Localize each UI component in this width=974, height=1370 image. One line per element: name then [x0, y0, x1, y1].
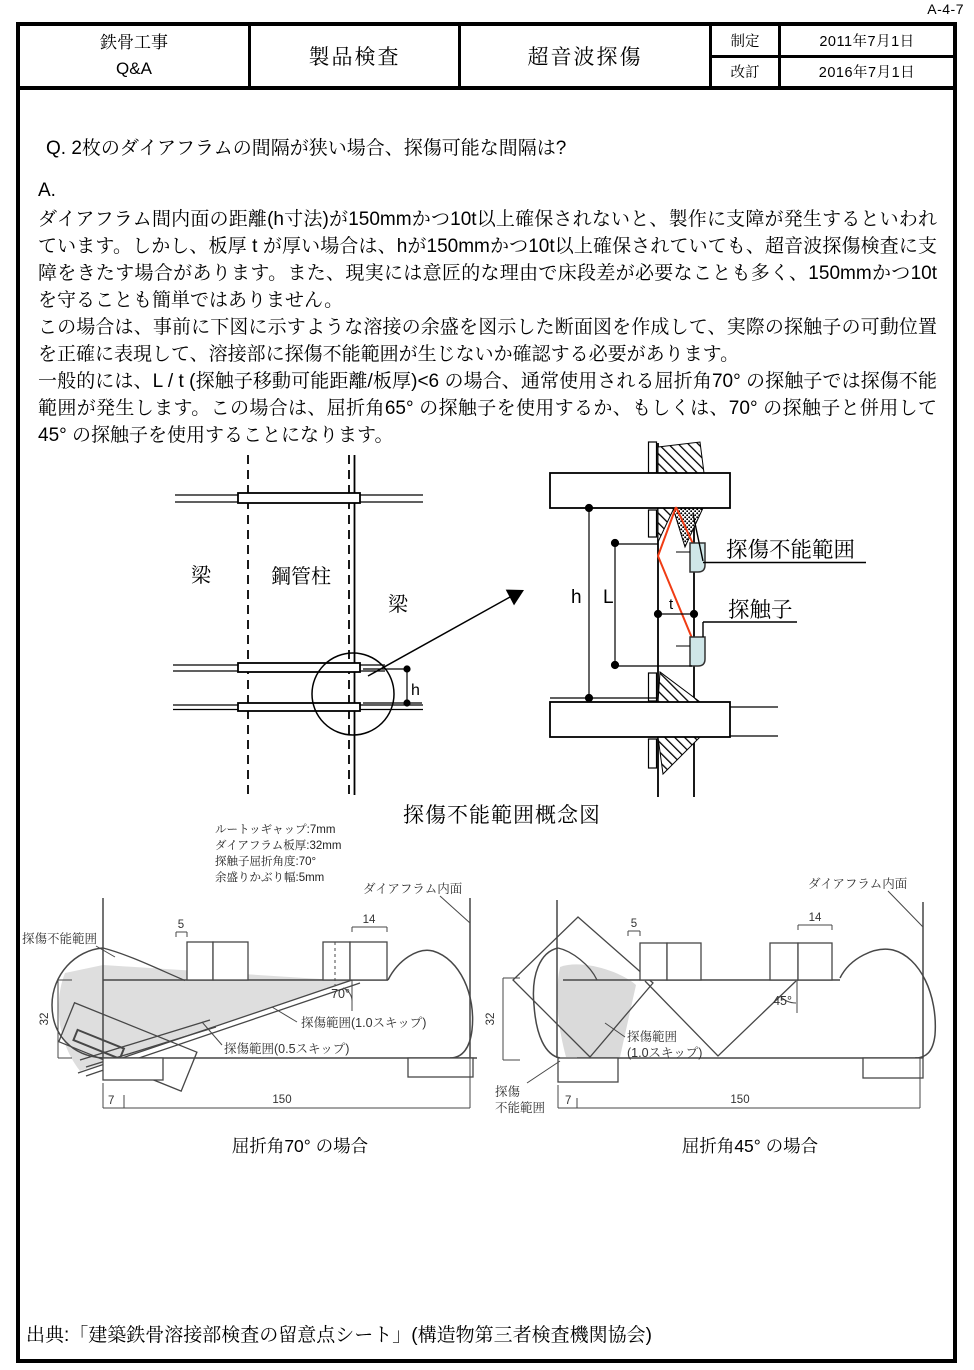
- weld-bead-right-45: [840, 949, 935, 1058]
- concept-figure-caption: 探傷不能範囲概念図: [403, 804, 601, 827]
- untestable-label-70: 探傷不能範囲: [22, 932, 98, 946]
- caption-70deg: 屈折角70° の場合: [231, 1136, 369, 1156]
- inner-face-label-70: ダイアフラム内面: [363, 882, 463, 896]
- dim150-label-45: 150: [730, 1094, 750, 1106]
- weld-section-figure: [550, 442, 866, 797]
- h-small-label: h: [411, 682, 420, 699]
- weld-bead-left-45: [533, 948, 560, 1058]
- beam-lines: [173, 495, 423, 710]
- untestable-zone-label: 探傷不能範囲: [726, 538, 856, 562]
- diagram-70deg: [52, 896, 477, 1108]
- revised-label: 改訂: [712, 58, 781, 87]
- concept-figure: [20, 440, 954, 802]
- beam-left-label: 梁: [191, 565, 211, 587]
- dim14-label-45: 14: [808, 912, 822, 924]
- note-root-gap: ルートッギャップ:7mm: [215, 824, 336, 836]
- question-text: Q. 2枚のダイアフラムの間隔が狭い場合、探傷可能な間隔は?: [46, 138, 567, 159]
- backing-bars-45: [558, 1058, 923, 1082]
- established-date: 2011年7月1日: [819, 33, 915, 50]
- skip10-label-line1-45: 探傷範囲: [627, 1030, 678, 1044]
- scan-diagrams: [20, 855, 954, 1127]
- weld-bead-right-70: [388, 950, 473, 1058]
- probe-ticks: [676, 552, 690, 646]
- revised-row: [712, 55, 953, 87]
- L-dimension: [612, 540, 693, 669]
- note-plate-thickness: ダイアフラム板厚:32mm: [215, 840, 342, 852]
- dim32-label-45: 32: [485, 1012, 497, 1026]
- flange-extension-lines: [730, 707, 778, 736]
- answer-paragraph-2: この場合は、事前に下図に示すような溶接の余盛を図示した断面図を作成して、実際の探触子の可動位置を正確に表現して、溶接部に探傷不能範囲が生じないか確認する必要があります。: [38, 317, 937, 365]
- header-title-line1: 鉄骨工事: [100, 32, 168, 52]
- skip05-label-70: 探傷範囲(0.5スキップ): [224, 1042, 350, 1056]
- dim-5-70: [176, 932, 187, 937]
- dim32-label-70: 32: [39, 1012, 51, 1026]
- untestable-label-line1-45: 探傷: [495, 1085, 521, 1099]
- answer-paragraph-1: ダイアフラム間内面の距離(h寸法)が150mmかつ10t以上確保されないと、製作に支障が発生するといわれています。しかし、板厚 t が厚い場合は、hが150mmかつ10t以上確保されていても、超音波探傷検査に支障をきたす場合があります。また、現実には意匠的な理由で床段差が必要なことも多く、150mmかつ10tを守ることも簡単ではありません。: [38, 209, 937, 311]
- skip10-label-70: 探傷範囲(1.0スキップ): [301, 1016, 427, 1030]
- dim7-label-70: 7: [108, 1095, 115, 1107]
- L-dim-label: L: [603, 587, 614, 608]
- angle-label-45: 45°: [773, 994, 792, 1008]
- probes: [690, 543, 705, 666]
- v-beam-path-45: [645, 981, 796, 1056]
- dim-32-45: [503, 978, 520, 1060]
- inner-face-label-45: ダイアフラム内面: [808, 877, 908, 891]
- dim5-label-70: 5: [177, 919, 185, 931]
- revised-date: 2016年7月1日: [818, 65, 916, 82]
- column-elevation-figure: [173, 455, 524, 795]
- answer-paragraph-3: 一般的には、L / t (探触子移動可能距離/板厚)<6 の場合、通常使用される屈折角70° の探触子では探傷不能範囲が発生します。この場合は、屈折角65° の探触子を使用するか、もしくは、70° の探触子と併用して 45° の探触子を使用することになります。: [38, 371, 937, 446]
- column-label: 鋼管柱: [271, 566, 331, 588]
- header-title-cell: [20, 26, 251, 86]
- established-row: [712, 26, 953, 55]
- doc-number: A-4-7: [927, 1, 964, 17]
- dim-5-45: [628, 931, 640, 936]
- inner-face-leader-45: [888, 891, 923, 927]
- beam-right-label: 梁: [388, 594, 408, 616]
- probe-label: 探触子: [728, 598, 793, 622]
- header-subject-cell: 超音波探傷: [461, 26, 712, 86]
- skip10-label-line2-45: (1.0スキップ): [627, 1046, 703, 1060]
- probe-blocks-45: [640, 943, 832, 980]
- backing-bars-70: [103, 1058, 473, 1080]
- established-label: 制定: [712, 26, 781, 55]
- header-title-line2: Q&A: [116, 59, 152, 78]
- dim150-label-70: 150: [272, 1094, 292, 1106]
- answer-label: A.: [38, 180, 56, 201]
- note-reinforcement-width: 余盛りかぶり幅:5mm: [215, 872, 325, 884]
- answer-body: [38, 206, 937, 449]
- probe-lower: [690, 637, 705, 666]
- t-dimension: [655, 611, 698, 618]
- caption-45deg: 屈折角45° の場合: [681, 1136, 819, 1156]
- angle-label-70: 70°: [331, 987, 350, 1001]
- dim7-label-45: 7: [565, 1095, 572, 1107]
- header-category-cell: 製品検査: [251, 26, 461, 86]
- diaphragm-plates: [238, 493, 360, 711]
- diagram-45deg: [503, 891, 935, 1108]
- dim-14-70: [352, 927, 387, 932]
- dim5-label-45: 5: [630, 918, 638, 930]
- untestable-leader-70: [96, 946, 115, 957]
- diagram-45deg-labels: [485, 876, 907, 1115]
- dim-14-45: [798, 925, 832, 930]
- note-refraction-angle: 探触子屈折角度:70°: [215, 856, 317, 868]
- untestable-label-line2-45: 不能範囲: [495, 1101, 546, 1115]
- source-citation: 出典:「建築鉄骨溶接部検査の留意点シート」(構造物第三者検査機関協会): [26, 1325, 652, 1346]
- probe-blocks-70: [187, 942, 387, 980]
- inner-face-leader-70: [440, 896, 470, 923]
- header-dates-group: [712, 26, 953, 86]
- probe-leader: [703, 622, 797, 637]
- untestable-leader-45: [527, 1061, 560, 1083]
- h-dim-label: h: [571, 587, 582, 608]
- dim14-label-70: 14: [362, 914, 376, 926]
- t-dim-label: t: [669, 596, 674, 613]
- header-table: [20, 26, 953, 90]
